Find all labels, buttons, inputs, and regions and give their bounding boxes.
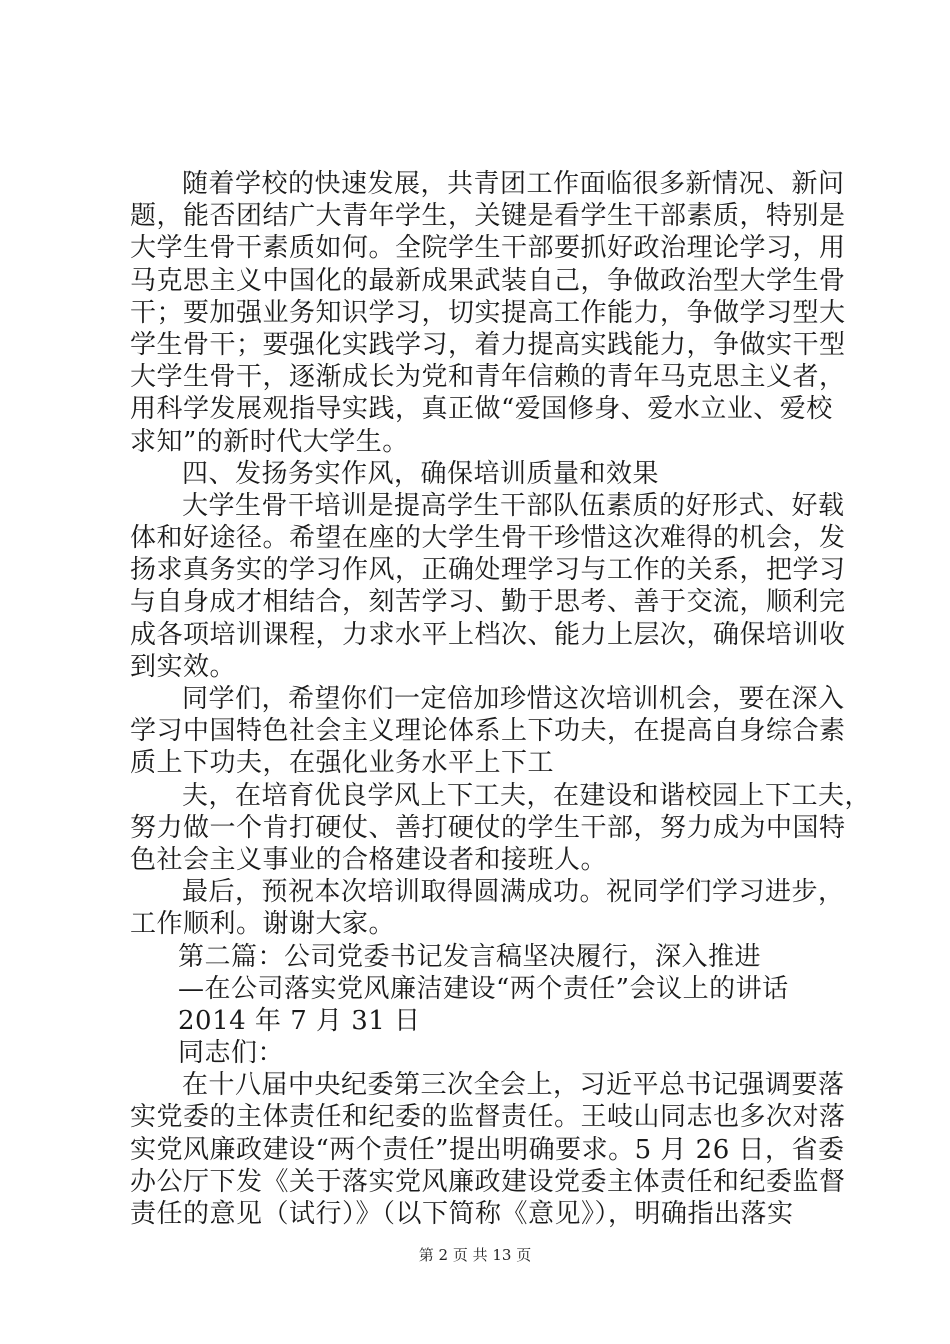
text-line: 第二篇：公司党委书记发言稿坚决履行，深入推进 [178, 941, 762, 972]
text-line: 学习中国特色社会主义理论体系上下功夫，在提高自身综合素 [130, 716, 846, 747]
text-line: 2014 年 7 月 31 日 [178, 1005, 421, 1036]
text-line: 办公厅下发《关于落实党风廉政建设党委主体责任和纪委监督 [130, 1166, 846, 1197]
text-line: 质上下功夫，在强化业务水平上下工 [130, 748, 555, 779]
text-line: 色社会主义事业的合格建设者和接班人。 [130, 844, 608, 875]
text-line: 马克思主义中国化的最新成果武装自己，争做政治型大学生骨 [130, 265, 846, 296]
text-line: 与自身成才相结合，刻苦学习、勤于思考、善于交流，顺利完 [130, 587, 846, 618]
text-line: 题，能否团结广大青年学生，关键是看学生干部素质，特别是 [130, 201, 846, 232]
text-line: —在公司落实党风廉洁建设“两个责任”会议上的讲话 [178, 973, 789, 1004]
text-line: 大学生骨干培训是提高学生干部队伍素质的好形式、好载 [182, 490, 845, 521]
text-line: 实党风廉政建设“两个责任”提出明确要求。5 月 26 日，省委 [130, 1134, 845, 1165]
text-line: 学生骨干；要强化实践学习，着力提高实践能力，争做实干型 [130, 329, 846, 360]
text-line: 大学生骨干素质如何。全院学生干部要抓好政治理论学习，用 [130, 233, 846, 264]
text-line: 体和好途径。希望在座的大学生骨干珍惜这次难得的机会，发 [130, 523, 846, 554]
text-line: 用科学发展观指导实践，真正做“爱国修身、爱水立业、爱校 [130, 394, 833, 425]
text-line: 求知”的新时代大学生。 [130, 426, 409, 457]
text-line: 在十八届中央纪委第三次全会上，习近平总书记强调要落 [182, 1070, 845, 1101]
text-line: 最后，预祝本次培训取得圆满成功。祝同学们学习进步， [182, 877, 845, 908]
text-line: 努力做一个肯打硬仗、善打硬仗的学生干部，努力成为中国特 [130, 812, 846, 843]
text-line: 同学们，希望你们一定倍加珍惜这次培训机会，要在深入 [182, 684, 845, 714]
text-line: 成各项培训课程，力求水平上档次、能力上层次，确保培训收 [130, 619, 846, 650]
text-line: 随着学校的快速发展，共青团工作面临很多新情况、新问 [182, 169, 845, 199]
text-line: 四、发扬务实作风，确保培训质量和效果 [182, 458, 660, 489]
text-line: 责任的意见（试行）》（以下简称《意见》），明确指出落实 [130, 1199, 794, 1229]
text-line: 扬求真务实的学习作风，正确处理学习与工作的关系，把学习 [130, 555, 846, 586]
text-line: 夫，在培育优良学风上下工夫，在建设和谐校园上下工夫， [182, 780, 872, 811]
text-line: 实党委的主体责任和纪委的监督责任。王岐山同志也多次对落 [130, 1102, 846, 1133]
text-line: 工作顺利。谢谢大家。 [130, 909, 396, 940]
document-body [130, 168, 872, 1230]
text-line: 到实效。 [130, 651, 237, 682]
text-line: 干；要加强业务知识学习，切实提高工作能力，争做学习型大 [130, 297, 846, 328]
page-footer: 第 2 页 共 13 页 [418, 1246, 532, 1264]
text-line: 同志们： [178, 1038, 285, 1069]
text-line: 大学生骨干，逐渐成长为党和青年信赖的青年马克思主义者， [130, 362, 846, 393]
